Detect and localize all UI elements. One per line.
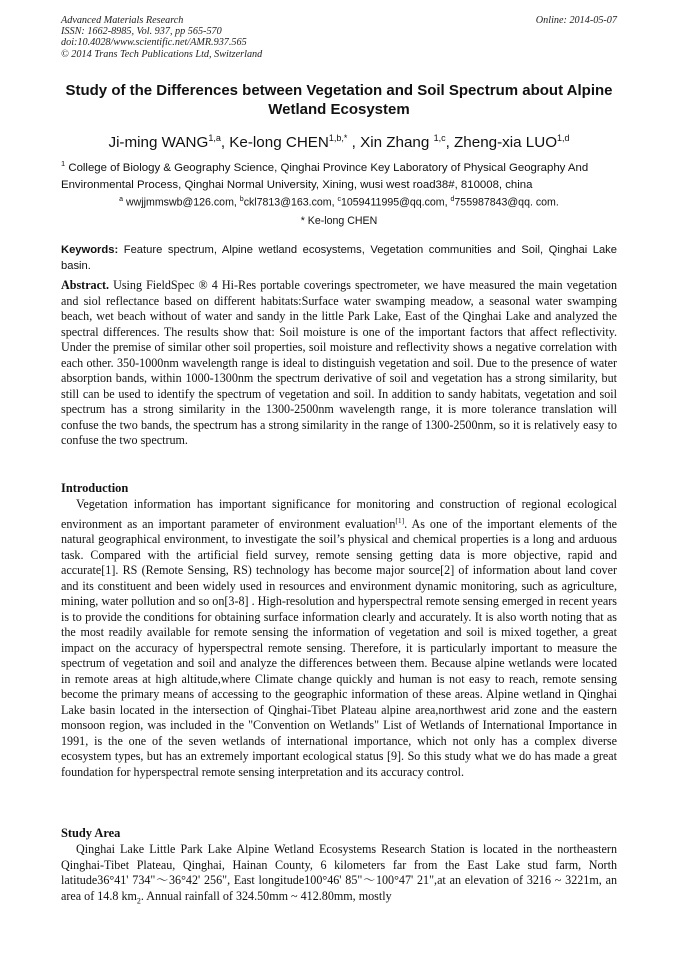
copyright-line: © 2014 Trans Tech Publications Ltd, Switzerland [61, 48, 263, 60]
email-link[interactable]: 1059411995@qq.com, [340, 196, 451, 209]
keywords [61, 242, 617, 274]
email-list [61, 194, 617, 209]
citation-superscript: [1] [395, 515, 405, 525]
affiliation-text: College of Biology & Geography Science, Qinghai Province Key Laboratory of Physical Geography And Environmental Process, Qinghai Normal University, Xining, wusi west road38#, 810008, china [61, 161, 589, 192]
abstract-label: Abstract. [61, 278, 110, 292]
section-heading-study-area: Study Area [61, 826, 121, 840]
author-superscript: 1,a [208, 133, 221, 143]
author-superscript: 1,c [433, 133, 446, 143]
journal-header [61, 15, 617, 60]
email-link[interactable]: wwjjmmswb@126.com, [123, 196, 240, 209]
author-name: Ke-long CHEN [229, 134, 329, 152]
intro-text-2: . As one of the important elements of the natural geographical environment, to investigate the soil’s physical and chemical properties is a long and arduous task. Compared with the artificial field survey, remote sensing getting data is more objective, rapid and accurate[1]. RS (Remote Sensing, RS) technology has become major source[2] of information about land cover and its constituent and been widely used in resources and environment dynamic monitoring, such as agriculture, mining, water pollution and so on[3-8] . High-resolution and hyperspectral remote sensing emerged in recent years is to provide the conditions for obtaining surface information clearly and accurately. It is also worth noting that as the most readily available for remote sensing the information of vegetation and soil is mixed together, a great impact on the accuracy of hyperspectral remote sensing. Therefore, it is particularly important to measure the spectrum of vegetation and soil and analyze the differences between them. Because alpine wetlands were located in remote areas at high altitude,where Climate change quickly and human is not easy to reach, remote sensing become the primary means of accessing to the geographic information of these areas. Alpine wetland in Qinghai Lake basin located in the intersection of Qinghai-Tibet Plateau alpine area,northwest arid zone and the eastern monsoon region, was included in the "Convention on Wetlands" List of Wetlands of International Importance in 1991, is the one of the seven wetlands of international importance, which not only has a complex diverse ecosystem types, but has an extremely important ecological status [9]. So this study what we do has made a great foundation for hyperspectral remote sensing interpretation and its accuracy control. [61, 516, 617, 779]
corresponding-author: * Ke-long CHEN [300, 215, 378, 227]
abstract-text: Using FieldSpec ® 4 Hi-Res portable coverings spectrometer, we have measured the main vegetation and siol reflectance based on different habitats:Surface water swamping meadow, a seasonal water swamping beach, wet beach without of water and sandy in the little Park Lake, East of the Qinghai Lake and analyzed the spectral differences. The results show that: Soil moisture is one of the important factors that affect reflectivity. Under the premise of similar other soil properties, soil moisture and reflectivity shows a negative correlation with each other. 350-1000nm wavelength range is ideal to distinguish vegetation and soil. Due to the presence of water absorption bands, within 1000-1300nm the spectrum derivative of soil and vegetation has a strong similarity, but still can be used to identify the spectrum of vegetation and soil. In addition to sandy habitats, vegetation and soil spectrum has a strong similarity in the 1300-2500nm wavelength range, it is more tolerance translation will confuse the two bands, the spectrum has a strong similarity in the range of 1300-2500nm, so it is relatively easy to confuse the two spectrum. [61, 278, 617, 447]
author-separator: , [445, 134, 455, 152]
issn-line: ISSN: 1662-8985, Vol. 937, pp 565-570 [61, 26, 222, 38]
keywords-text: Feature spectrum, Alpine wetland ecosystems, Vegetation communities and Soil, Qinghai Lake basin. [61, 244, 617, 272]
author-name: Zheng-xia LUO [454, 134, 558, 152]
author-list [61, 129, 617, 152]
unit-subscript: 2 [136, 895, 141, 905]
email-superscript: b [239, 196, 244, 203]
author-separator: , [347, 134, 361, 152]
paper-title: Study of the Differences between Vegetation and Soil Spectrum about Alpine Wetland Ecosystem [65, 82, 613, 118]
introduction-paragraph [61, 497, 617, 780]
author-separator: , [220, 134, 230, 152]
affiliation-superscript: 1 [61, 159, 66, 168]
email-superscript: a [119, 196, 124, 203]
author-superscript: 1,b,* [328, 133, 348, 143]
section-heading-introduction: Introduction [61, 481, 129, 495]
author-name: Xin Zhang [360, 134, 434, 152]
author-name: Ji-ming WANG [108, 134, 209, 152]
study-area-paragraph [61, 842, 617, 908]
journal-name: Advanced Materials Research [61, 15, 184, 26]
intro-text-1: Vegetation information has important significance for monitoring and construction of regional ecological environment as an important parameter of environment evaluation [61, 497, 617, 531]
online-date: Online: 2014-05-07 [535, 15, 617, 26]
abstract [61, 278, 617, 449]
keywords-label: Keywords: [61, 244, 119, 256]
email-superscript: c [337, 196, 341, 203]
email-superscript: d [450, 196, 455, 203]
author-superscript: 1,d [557, 133, 570, 143]
affiliation [61, 155, 617, 195]
study-text-2: . Annual rainfall of 324.50mm ~ 412.80mm, mostly [140, 888, 392, 903]
doi-line: doi:10.4028/www.scientific.net/AMR.937.565 [61, 37, 247, 49]
email-link[interactable]: 755987843@qq. com. [454, 196, 559, 209]
email-link[interactable]: ckl7813@163.com, [243, 196, 338, 209]
study-text-1: Qinghai Lake Little Park Lake Alpine Wetland Ecosystems Research Station is located in the northeastern Qinghai-Tibet Plateau, Qinghai, Hainan County, 6 kilometers far from the East Lake stud farm, North latitude36°41' 734"～36°42' 256", East longitude100°46' 85"～100°47' 21",at an elevation of 3216 ~ 3221m, an area of 14.8 km [61, 842, 617, 903]
